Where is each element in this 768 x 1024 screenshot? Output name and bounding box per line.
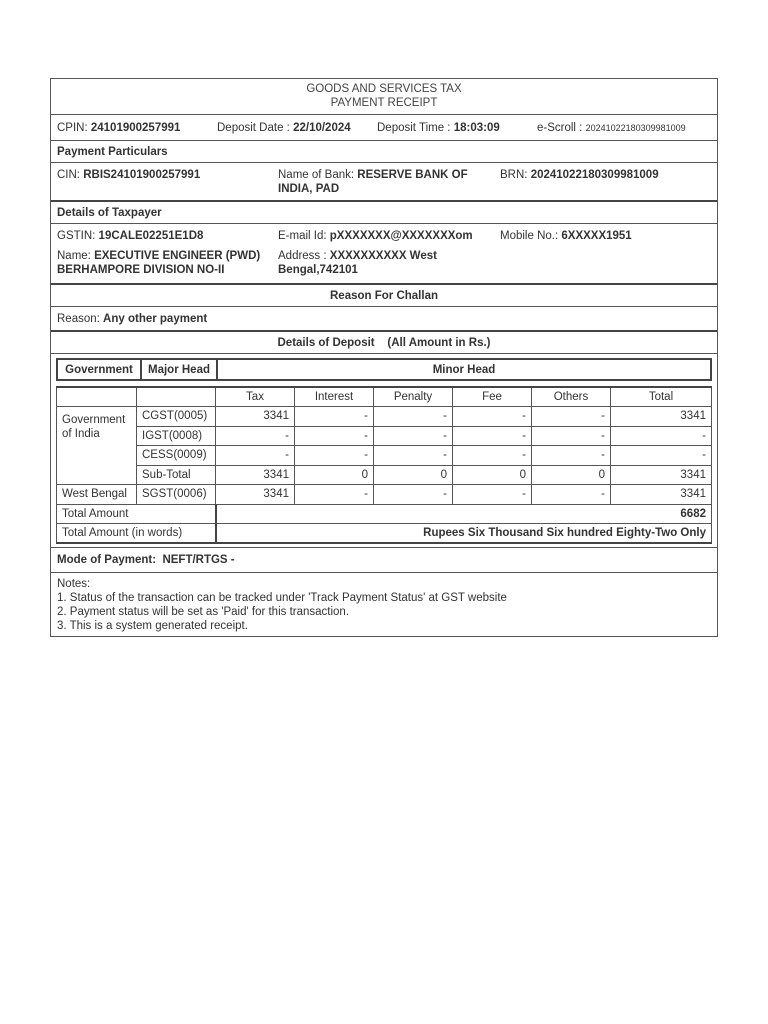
cell-value: -	[216, 426, 295, 446]
note-item: 1. Status of the transaction can be tracked under 'Track Payment Status' at GST website	[57, 592, 507, 604]
cell-value: -	[216, 446, 295, 466]
table-row	[57, 407, 712, 427]
cell-value: -	[611, 446, 712, 466]
col-interest: Interest	[295, 387, 374, 407]
email: E-mail Id: pXXXXXXX@XXXXXXXom	[278, 230, 473, 242]
cin: CIN: RBIS24101900257991	[57, 169, 201, 181]
mode-of-payment-row	[51, 548, 717, 573]
note-item: 2. Payment status will be set as 'Paid' for this transaction.	[57, 606, 350, 618]
cell-value: -	[295, 446, 374, 466]
payment-receipt	[50, 78, 718, 637]
cell-value: 0	[374, 465, 453, 485]
head-minor: Minor Head	[217, 359, 711, 380]
deposit-time: Deposit Time : 18:03:09	[377, 121, 500, 134]
cpin-row	[51, 115, 717, 141]
cell-value: 0	[453, 465, 532, 485]
col-total: Total	[611, 387, 712, 407]
deposit-table	[56, 386, 712, 544]
cell-value: 3341	[611, 407, 712, 427]
cell-value: -	[295, 426, 374, 446]
cell-value: 3341	[611, 465, 712, 485]
cell-value: 0	[532, 465, 611, 485]
cell-value: -	[453, 426, 532, 446]
row-head: Sub-Total	[137, 465, 216, 485]
taxpayer-name: Name: EXECUTIVE ENGINEER (PWD) BERHAMPORE DIVISION NO-II	[57, 250, 261, 276]
col-fee: Fee	[453, 387, 532, 407]
brn: BRN: 20241022180309981009	[500, 169, 659, 181]
cell-value: 3341	[611, 485, 712, 505]
header-line-1: GOODS AND SERVICES TAX	[306, 83, 462, 95]
deposit-title	[51, 332, 717, 354]
payment-particulars-title: Payment Particulars	[51, 141, 717, 163]
cell-value: -	[374, 407, 453, 427]
table-row	[57, 485, 712, 505]
cell-value: -	[532, 446, 611, 466]
row-head: CESS(0009)	[137, 446, 216, 466]
notes	[51, 573, 717, 636]
col-penalty: Penalty	[374, 387, 453, 407]
bank-name: Name of Bank: RESERVE BANK OF INDIA, PAD	[278, 169, 468, 195]
cell-value: -	[453, 485, 532, 505]
cell-value: -	[611, 426, 712, 446]
cell-value: -	[374, 426, 453, 446]
cpin: CPIN: 24101900257991	[57, 121, 181, 134]
header-line-2: PAYMENT RECEIPT	[330, 97, 438, 109]
cell-value: 3341	[216, 465, 295, 485]
deposit-title-text: Details of Deposit	[277, 336, 375, 349]
cell-value: -	[532, 407, 611, 427]
e-scroll: e-Scroll : 20241022180309981009	[537, 121, 686, 134]
receipt-header	[51, 79, 717, 115]
table-row	[57, 465, 712, 485]
note-item: 3. This is a system generated receipt.	[57, 620, 248, 632]
head-government: Government	[57, 359, 141, 380]
cell-value: -	[295, 407, 374, 427]
deposit-date: Deposit Date : 22/10/2024	[217, 121, 351, 134]
cell-value: -	[374, 446, 453, 466]
col-tax: Tax	[216, 387, 295, 407]
reason-label: Reason:	[57, 312, 100, 325]
total-words-value: Rupees Six Thousand Six hundred Eighty-Two Only	[216, 524, 712, 544]
cell-value: 3341	[216, 485, 295, 505]
cell-value: -	[453, 407, 532, 427]
cell-value: -	[295, 485, 374, 505]
cell-value: -	[532, 426, 611, 446]
reason-row	[51, 307, 717, 332]
column-header-row	[57, 387, 712, 407]
taxpayer-details-row	[51, 224, 717, 285]
row-head: IGST(0008)	[137, 426, 216, 446]
blank-cell	[57, 387, 137, 407]
col-others: Others	[532, 387, 611, 407]
reason-for-challan-title: Reason For Challan	[51, 285, 717, 307]
cell-value: -	[453, 446, 532, 466]
taxpayer-title: Details of Taxpayer	[51, 202, 717, 224]
cell-value: -	[374, 485, 453, 505]
total-words-label: Total Amount (in words)	[57, 524, 216, 544]
deposit-table-wrap	[51, 383, 717, 548]
cell-value: 3341	[216, 407, 295, 427]
cell-value: 0	[295, 465, 374, 485]
total-amount-label: Total Amount	[57, 504, 216, 524]
mobile: Mobile No.: 6XXXXX1951	[500, 230, 632, 242]
reason-value: Any other payment	[103, 312, 208, 325]
table-row	[57, 426, 712, 446]
mode-value: NEFT/RTGS -	[162, 554, 235, 566]
blank-cell	[137, 387, 216, 407]
table-row	[57, 446, 712, 466]
deposit-heads	[51, 354, 717, 383]
total-words-row	[57, 524, 712, 544]
gstin: GSTIN: 19CALE02251E1D8	[57, 230, 204, 242]
mode-label: Mode of Payment:	[57, 554, 157, 566]
head-major: Major Head	[141, 359, 217, 380]
total-amount-value: 6682	[216, 504, 712, 524]
row-head: SGST(0006)	[137, 485, 216, 505]
govt-india: Government of India	[57, 407, 137, 485]
total-amount-row	[57, 504, 712, 524]
bank-details-row	[51, 163, 717, 202]
notes-title: Notes:	[57, 578, 91, 590]
address: Address : XXXXXXXXXX West Bengal,742101	[278, 250, 437, 276]
govt-state: West Bengal	[57, 485, 137, 505]
deposit-note: (All Amount in Rs.)	[387, 336, 491, 349]
cell-value: -	[532, 485, 611, 505]
row-head: CGST(0005)	[137, 407, 216, 427]
